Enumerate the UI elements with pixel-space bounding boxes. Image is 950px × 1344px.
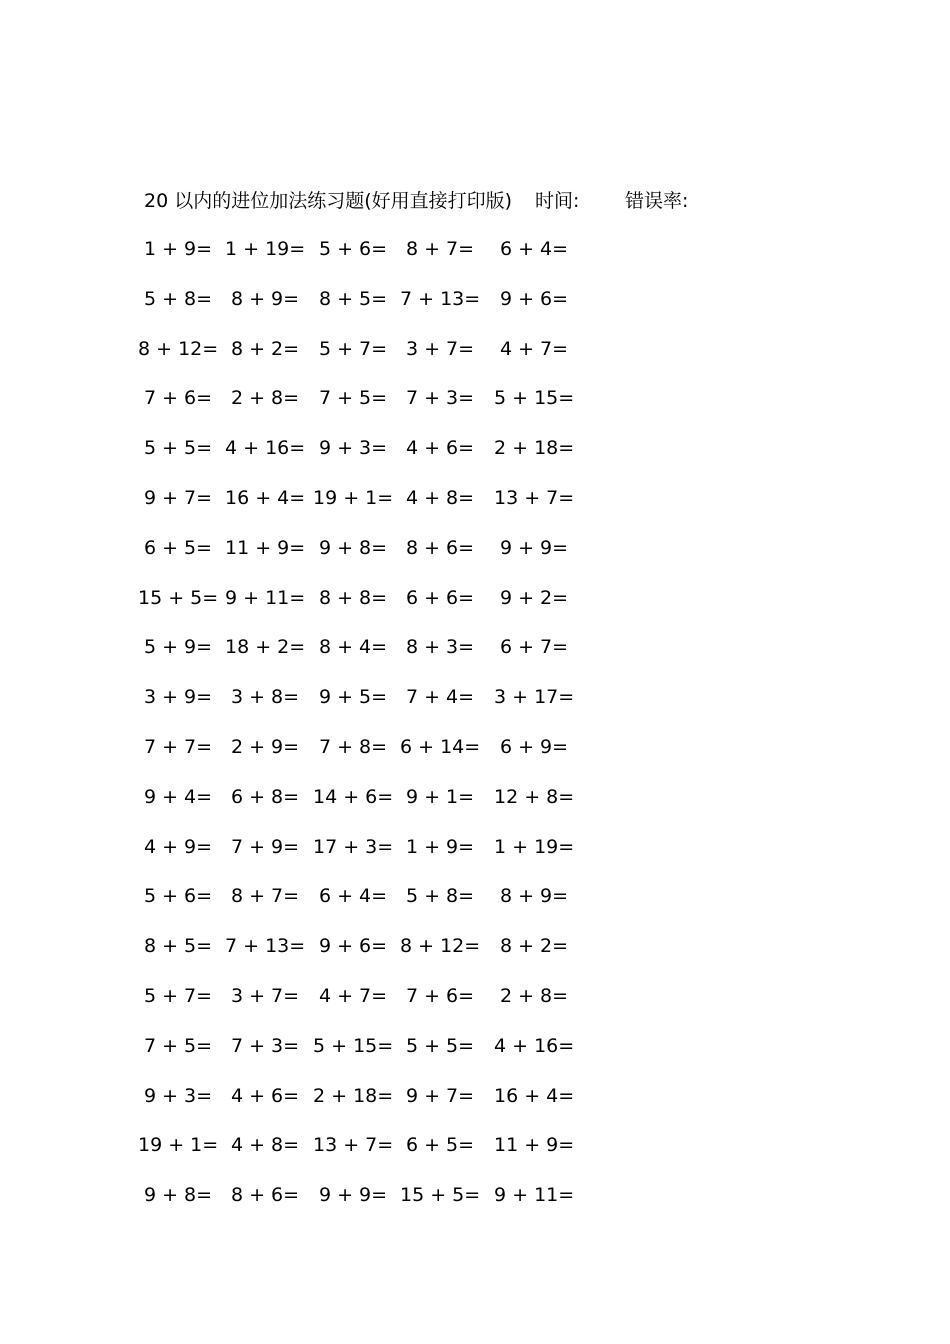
addition-problem: 4 + 16= — [494, 1034, 575, 1057]
addition-problem: 11 + 9= — [494, 1134, 575, 1157]
addition-problem: 6 + 14= — [400, 735, 481, 758]
addition-problem: 9 + 1= — [405, 785, 475, 808]
addition-problem: 4 + 16= — [225, 437, 306, 460]
addition-problem: 18 + 2= — [225, 636, 306, 659]
addition-problem: 9 + 9= — [318, 1184, 388, 1207]
addition-problem: 19 + 1= — [313, 486, 394, 509]
addition-problem: 3 + 7= — [230, 984, 300, 1007]
addition-problem: 6 + 5= — [405, 1134, 475, 1157]
addition-problem: 9 + 3= — [318, 437, 388, 460]
addition-problem: 5 + 15= — [494, 387, 575, 410]
addition-problem: 8 + 6= — [230, 1184, 300, 1207]
addition-problem: 13 + 7= — [494, 486, 575, 509]
problem-row — [0, 881, 950, 931]
error-rate-label: 错误率: — [625, 190, 689, 212]
addition-problem: 2 + 9= — [230, 735, 300, 758]
addition-problem: 8 + 7= — [405, 238, 475, 260]
addition-problem: 9 + 7= — [405, 1084, 475, 1107]
addition-problem: 9 + 3= — [143, 1084, 213, 1107]
addition-problem: 4 + 8= — [405, 486, 475, 509]
addition-problem: 8 + 2= — [499, 935, 569, 958]
problem-row — [0, 682, 950, 732]
addition-problem: 3 + 9= — [143, 686, 213, 709]
problem-row — [0, 931, 950, 981]
addition-problem: 5 + 8= — [405, 885, 475, 908]
addition-problem: 5 + 7= — [318, 337, 388, 360]
addition-problem: 2 + 8= — [230, 387, 300, 410]
addition-problem: 7 + 3= — [405, 387, 475, 410]
addition-problem: 8 + 12= — [400, 935, 481, 958]
addition-problem: 19 + 1= — [138, 1134, 219, 1157]
addition-problem: 7 + 9= — [230, 835, 300, 858]
addition-problem: 2 + 18= — [494, 437, 575, 460]
addition-problem: 8 + 8= — [318, 586, 388, 609]
problem-row — [0, 533, 950, 583]
addition-problem: 8 + 3= — [405, 636, 475, 659]
addition-problem: 15 + 5= — [400, 1184, 481, 1207]
addition-problem: 3 + 7= — [405, 337, 475, 360]
addition-problem: 8 + 7= — [230, 885, 300, 908]
addition-problem: 7 + 3= — [230, 1034, 300, 1057]
problem-row — [0, 583, 950, 633]
addition-problem: 9 + 9= — [499, 536, 569, 559]
addition-problem: 11 + 9= — [225, 536, 306, 559]
addition-problem: 16 + 4= — [225, 486, 306, 509]
problem-row — [0, 483, 950, 533]
addition-problem: 8 + 5= — [318, 287, 388, 310]
addition-problem: 1 + 19= — [494, 835, 575, 858]
addition-problem: 7 + 8= — [318, 735, 388, 758]
addition-problem: 5 + 6= — [318, 238, 388, 260]
addition-problem: 14 + 6= — [313, 785, 394, 808]
addition-problem: 6 + 5= — [143, 536, 213, 559]
addition-problem: 1 + 19= — [225, 238, 306, 260]
addition-problem: 8 + 12= — [138, 337, 219, 360]
addition-problem: 6 + 9= — [499, 735, 569, 758]
addition-problem: 6 + 7= — [499, 636, 569, 659]
problem-row — [0, 383, 950, 433]
addition-problem: 3 + 17= — [494, 686, 575, 709]
addition-problem: 4 + 7= — [318, 984, 388, 1007]
addition-problem: 7 + 4= — [405, 686, 475, 709]
addition-problem: 6 + 4= — [318, 885, 388, 908]
addition-problem: 7 + 5= — [318, 387, 388, 410]
addition-problem: 4 + 6= — [405, 437, 475, 460]
addition-problem: 15 + 5= — [138, 586, 219, 609]
addition-problem: 9 + 6= — [318, 935, 388, 958]
problem-row — [0, 234, 950, 284]
problem-row — [0, 284, 950, 334]
addition-problem: 1 + 9= — [143, 238, 213, 260]
addition-problem: 9 + 11= — [225, 586, 306, 609]
problem-row — [0, 981, 950, 1031]
addition-problem: 7 + 13= — [400, 287, 481, 310]
problem-row — [0, 1081, 950, 1131]
addition-problem: 13 + 7= — [313, 1134, 394, 1157]
addition-problem: 4 + 9= — [143, 835, 213, 858]
problem-row — [0, 782, 950, 832]
addition-problem: 8 + 2= — [230, 337, 300, 360]
addition-problem: 8 + 5= — [143, 935, 213, 958]
worksheet-title: 20 以内的进位加法练习题(好用直接打印版) — [144, 190, 513, 212]
addition-problem: 9 + 8= — [318, 536, 388, 559]
addition-problem: 7 + 6= — [405, 984, 475, 1007]
addition-problem: 7 + 6= — [143, 387, 213, 410]
problem-row — [0, 632, 950, 682]
problem-row — [0, 1031, 950, 1081]
addition-problem: 8 + 9= — [230, 287, 300, 310]
problem-row — [0, 732, 950, 782]
addition-problem: 9 + 2= — [499, 586, 569, 609]
addition-problem: 7 + 13= — [225, 935, 306, 958]
addition-problem: 2 + 8= — [499, 984, 569, 1007]
addition-problem: 3 + 8= — [230, 686, 300, 709]
addition-problem: 5 + 5= — [405, 1034, 475, 1057]
addition-problem: 4 + 7= — [499, 337, 569, 360]
addition-problem: 8 + 9= — [499, 885, 569, 908]
addition-problem: 17 + 3= — [313, 835, 394, 858]
addition-problem: 9 + 4= — [143, 785, 213, 808]
addition-problem: 9 + 11= — [494, 1184, 575, 1207]
addition-problem: 5 + 7= — [143, 984, 213, 1007]
addition-problem: 6 + 4= — [499, 238, 569, 260]
addition-problem: 7 + 7= — [143, 735, 213, 758]
problem-row — [0, 1130, 950, 1180]
addition-problem: 4 + 6= — [230, 1084, 300, 1107]
problem-row — [0, 832, 950, 882]
addition-problem: 1 + 9= — [405, 835, 475, 858]
problem-row — [0, 1180, 950, 1230]
addition-problem: 5 + 6= — [143, 885, 213, 908]
addition-problem: 9 + 5= — [318, 686, 388, 709]
addition-problem: 9 + 7= — [143, 486, 213, 509]
addition-problem: 2 + 18= — [313, 1084, 394, 1107]
addition-problem: 8 + 6= — [405, 536, 475, 559]
time-label: 时间: — [535, 190, 580, 212]
problem-row — [0, 334, 950, 384]
problem-row — [0, 433, 950, 483]
addition-problem: 12 + 8= — [494, 785, 575, 808]
addition-problem: 5 + 5= — [143, 437, 213, 460]
addition-problem: 5 + 8= — [143, 287, 213, 310]
addition-problem: 6 + 6= — [405, 586, 475, 609]
addition-problem: 6 + 8= — [230, 785, 300, 808]
problem-grid — [0, 234, 950, 1230]
addition-problem: 5 + 15= — [313, 1034, 394, 1057]
addition-problem: 4 + 8= — [230, 1134, 300, 1157]
addition-problem: 16 + 4= — [494, 1084, 575, 1107]
addition-problem: 5 + 9= — [143, 636, 213, 659]
addition-problem: 9 + 6= — [499, 287, 569, 310]
addition-problem: 8 + 4= — [318, 636, 388, 659]
addition-problem: 9 + 8= — [143, 1184, 213, 1207]
addition-problem: 7 + 5= — [143, 1034, 213, 1057]
